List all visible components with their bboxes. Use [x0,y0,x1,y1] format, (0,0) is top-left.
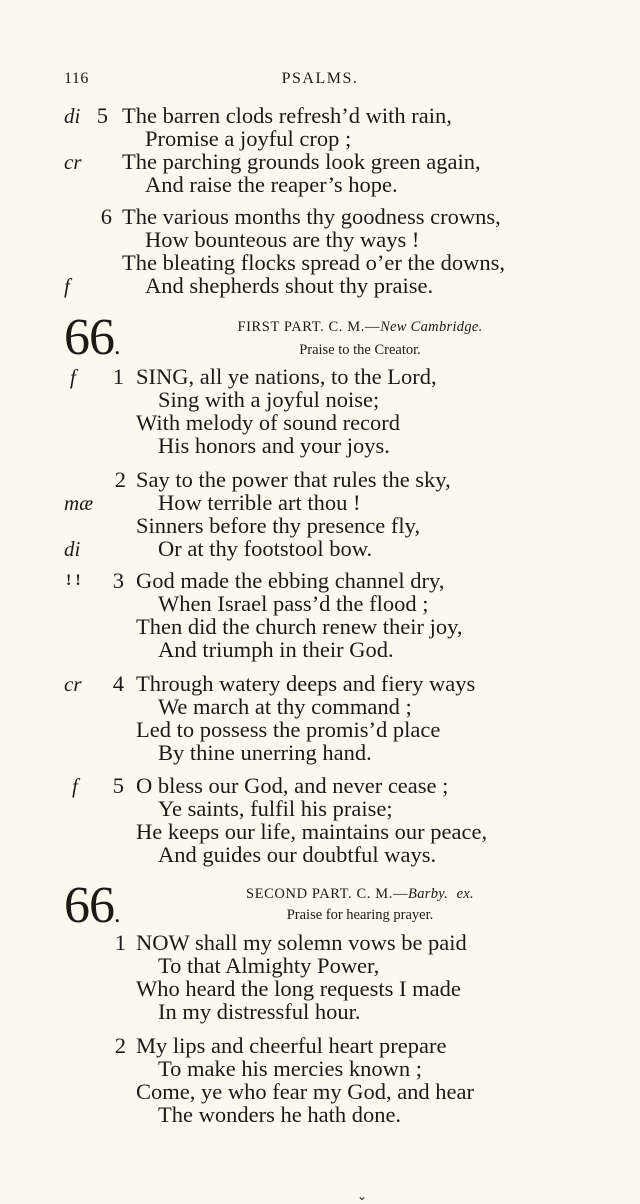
verse-text: O bless our God, and never cease ; [136,773,449,798]
stanza-number: 5 [112,773,124,798]
verse-text: And guides our doubtful ways. [158,842,437,867]
stanza-number: 4 [112,671,124,696]
dynamic-mark: cr [64,150,82,174]
dynamic-mark: cr [64,672,82,696]
verse-text: How bounteous are thy ways ! [145,227,420,252]
printer-mark: ⌄ [357,1189,368,1203]
verse-text: Ye saints, fulfil his praise; [158,796,393,821]
hymn-number: 66. [64,309,120,366]
verse-text: We march at thy command ; [158,694,412,719]
hymn-subheading: Praise for hearing prayer. [286,907,434,923]
stanza-number: 1 [114,930,126,955]
verse-text: To that Almighty Power, [158,953,380,978]
dynamic-mark: f [70,365,76,389]
verse-text: NOW shall my solemn vows be paid [136,930,467,955]
verse-text: Sinners before thy presence fly, [136,513,421,538]
verse-text: My lips and cheerful heart prepare [136,1033,447,1058]
verse-text: Promise a joyful crop ; [145,126,352,151]
verse-text: The barren clods refresh’d with rain, [122,103,452,128]
verse-text: The wonders he hath done. [158,1102,402,1127]
stanza-number: 2 [114,1033,126,1058]
hymn-number: 66. [64,877,120,934]
verse-text: And triumph in their God. [158,637,394,662]
verse-text: Come, ye who fear my God, and hear [136,1079,475,1104]
verse-text: To make his mercies known ; [158,1056,422,1081]
verse-text: In my distressful hour. [158,999,361,1024]
verse-text: When Israel pass’d the flood ; [158,591,429,616]
verse-text: Or at thy footstool bow. [158,536,373,561]
verse-text: Who heard the long requests I made [136,976,461,1001]
verse-text: His honors and your joys. [158,433,390,458]
dynamic-mark: mæ [64,491,94,515]
stanza-number: 5 [96,103,108,128]
page-header [0,70,640,94]
verse-text: Sing with a joyful noise; [158,387,380,412]
verse-text: The various months thy goodness crowns, [122,204,501,229]
tune-name: New Cambridge. [380,319,483,335]
dynamic-mark: di [64,537,81,561]
page-number: 116 [64,70,89,87]
verse-text: Say to the power that rules the sky, [136,467,451,492]
verse-text: And raise the reaper’s hope. [145,172,398,197]
dynamic-mark: di [64,104,81,128]
running-title: PSALMS. [281,70,359,87]
stanza-number: 1 [112,364,124,389]
dynamic-mark: ! ! [66,572,81,589]
tune-name: Barby. [408,886,449,902]
verse-text: Led to possess the promis’d place [136,717,441,742]
stanza-number: 2 [114,467,126,492]
hymn-heading: SECOND PART. C. M.—Barby. ex. [246,886,474,902]
verse-text: With melody of sound record [136,410,401,435]
verse-text: And shepherds shout thy praise. [145,273,434,298]
verse-text: How terrible art thou ! [158,490,361,515]
verse-text: Then did the church renew their joy, [136,614,463,639]
hymn-heading: FIRST PART. C. M.—New Cambridge. [237,319,483,335]
stanza-number: 3 [112,568,124,593]
verse-text: God made the ebbing channel dry, [136,568,445,593]
verse-text: Through watery deeps and fiery ways [136,671,476,696]
stanza-number: 6 [100,204,112,229]
hymn-subheading: Praise to the Creator. [299,342,421,358]
tune-note: ex. [456,886,474,902]
dynamic-mark: f [64,274,70,298]
verse-text: The bleating flocks spread o’er the downs, [122,250,506,275]
dynamic-mark: f [72,774,78,798]
verse-text: The parching grounds look green again, [122,149,481,174]
verse-text: He keeps our life, maintains our peace, [136,819,488,844]
verse-text: SING, all ye nations, to the Lord, [136,364,437,389]
verse-text: By thine unerring hand. [158,740,372,765]
